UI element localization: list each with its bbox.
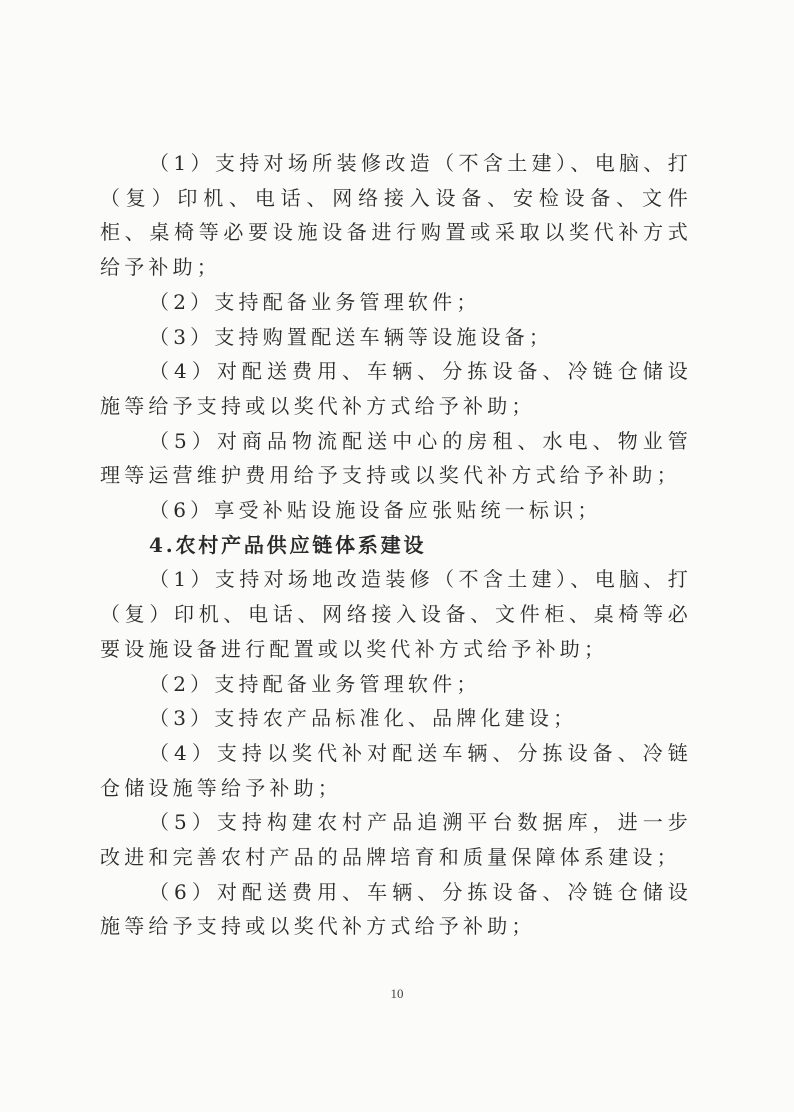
paragraph-item-11: （5）支持构建农村产品追溯平台数据库，进一步改进和完善农村产品的品牌培育和质量保障体系建设； [100,810,692,870]
paragraph-item-1: （1）支持对场所装修改造（不含土建）、电脑、打（复）印机、电话、网络接入设备、安检设备、文件柜、桌椅等必要设施设备进行购置或采取以奖代补方式给予补助； [100,151,692,280]
paragraph-item-6: （6）享受补贴设施设备应张贴统一标识； [149,498,602,523]
paragraph-item-5: （5）对商品物流配送中心的房租、水电、物业管理等运营维护费用给予支持或以奖代补方式给予补助； [100,428,692,488]
paragraph-item-12: （6）对配送费用、车辆、分拣设备、冷链仓储设施等给予支持或以奖代补方式给予补助； [100,879,692,939]
page-number: 10 [390,986,404,1001]
paragraph-item-4: （4）对配送费用、车辆、分拣设备、冷链仓储设施等给予支持或以奖代补方式给予补助； [100,359,692,418]
section-heading: 4.农村产品供应链体系建设 [149,532,427,557]
page-content [100,146,692,944]
paragraph-item-3: （3）支持购置配送车辆等设施设备； [149,324,554,349]
paragraph-item-10: （4）支持以奖代补对配送车辆、分拣设备、冷链仓储设施等给予补助； [100,740,692,800]
paragraph-item-2: （2）支持配备业务管理软件； [149,289,481,314]
paragraph-item-9: （3）支持农产品标准化、品牌化建设； [149,706,578,731]
paragraph-item-8: （2）支持配备业务管理软件； [149,671,481,696]
paragraph-item-7: （1）支持对场地改造装修（不含土建）、电脑、打（复）印机、电话、网络接入设备、文件柜、桌椅等必要设施设备进行配置或以奖代补方式给予补助； [100,567,692,661]
